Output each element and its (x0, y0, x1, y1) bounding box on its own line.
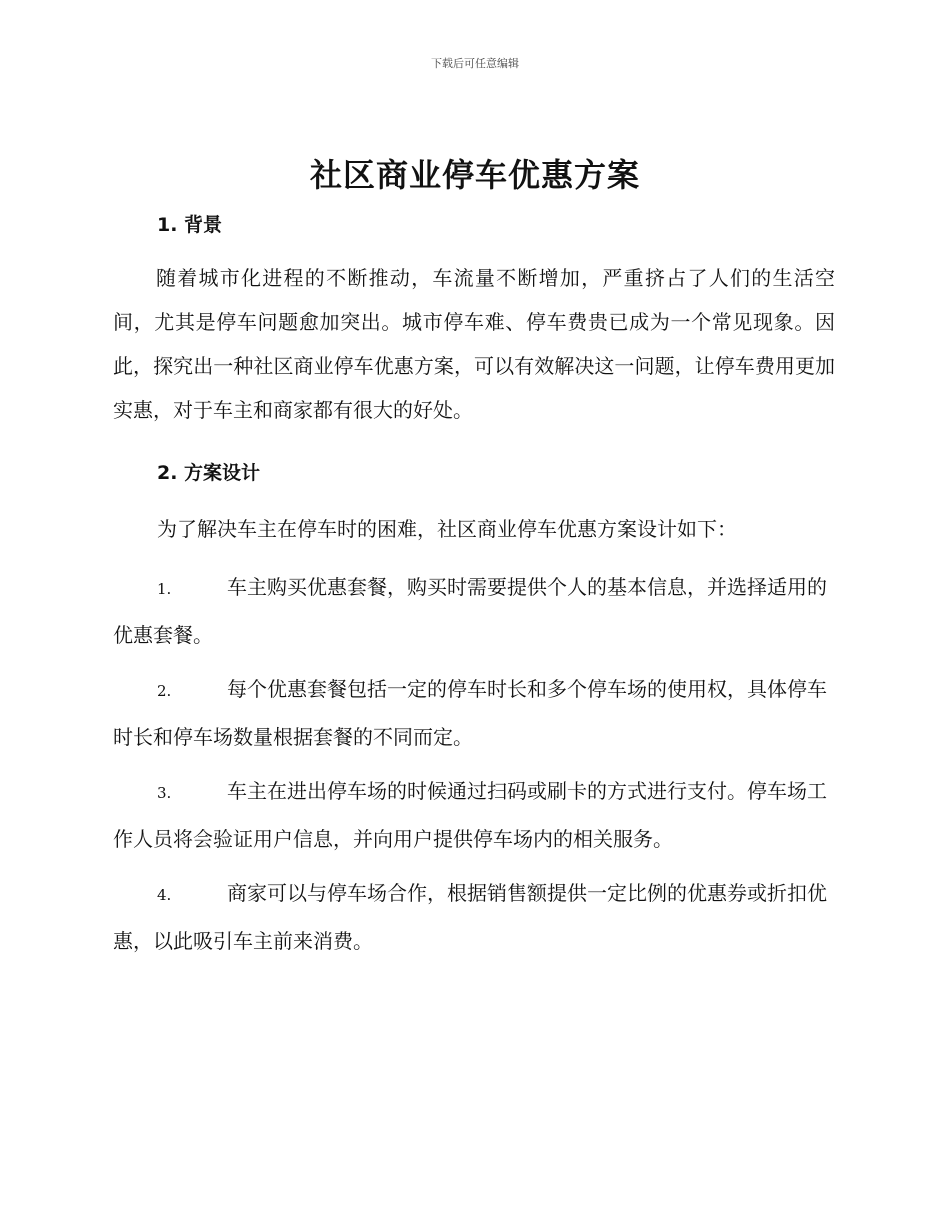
list-item-text: 车主购买优惠套餐，购买时需要提供个人的基本信息，并选择适用的优惠套餐。 (113, 575, 827, 647)
list-item-text: 商家可以与停车场合作，根据销售额提供一定比例的优惠券或折扣优惠，以此吸引车主前来消费。 (113, 881, 827, 953)
section-heading-background: 1. 背景 (157, 214, 223, 236)
list-item (113, 870, 835, 964)
list-item (113, 768, 835, 862)
document-title: 社区商业停车优惠方案 (309, 156, 640, 194)
list-item-text: 车主在进出停车场的时候通过扫码或刷卡的方式进行支付。停车场工作人员将会验证用户信息，并向用户提供停车场内的相关服务。 (113, 779, 827, 851)
list-item-text: 每个优惠套餐包括一定的停车时长和多个停车场的使用权，具体停车时长和停车场数量根据套餐的不同而定。 (113, 677, 827, 749)
list-item-number: 1. (157, 580, 172, 598)
design-intro: 为了解决车主在停车时的困难，社区商业停车优惠方案设计如下： (157, 517, 737, 541)
list-item (113, 666, 835, 760)
list-item-number: 2. (157, 682, 172, 700)
list-item-number: 4. (157, 886, 172, 904)
background-paragraph: 随着城市化进程的不断推动，车流量不断增加，严重挤占了人们的生活空间，尤其是停车问题愈加突出。城市停车难、停车费贵已成为一个常见现象。因此，探究出一种社区商业停车优惠方案，可以有效解决这一问题，让停车费用更加实惠，对于车主和商家都有很大的好处。 (113, 266, 835, 422)
list-item (113, 564, 835, 658)
header-note: 下载后可任意编辑 (431, 57, 519, 70)
section-heading-design: 2. 方案设计 (157, 462, 261, 484)
list-item-number: 3. (157, 784, 172, 802)
